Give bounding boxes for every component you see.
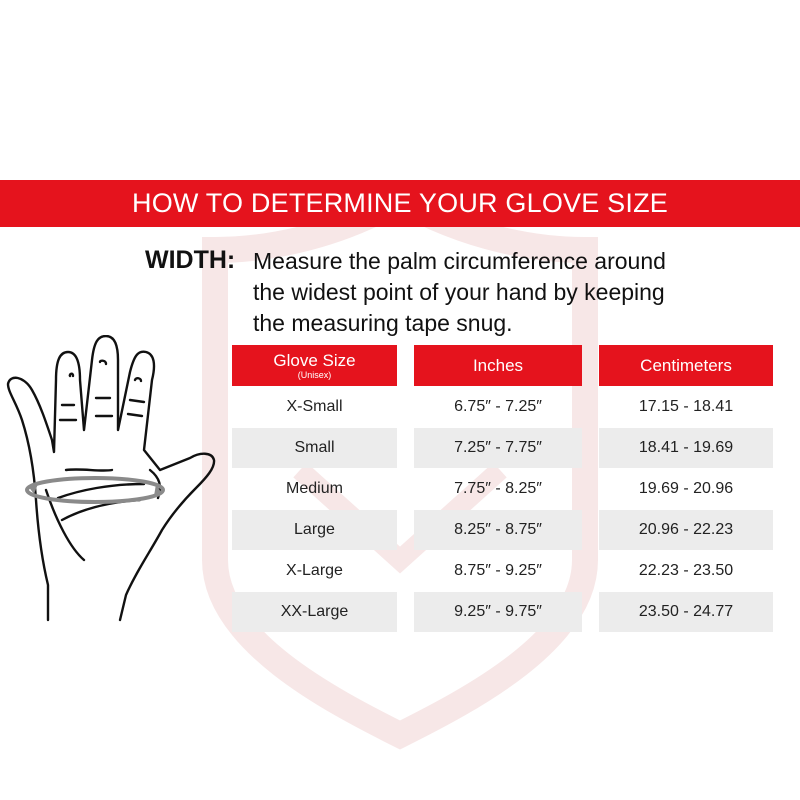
inches-cell: 9.25″ - 9.75″ — [414, 592, 582, 632]
inches-cell: 8.25″ - 8.75″ — [414, 510, 582, 550]
cm-cell: 17.15 - 18.41 — [638, 398, 734, 415]
table-header — [232, 345, 773, 386]
page-title: HOW TO DETERMINE YOUR GLOVE SIZE — [132, 188, 668, 218]
instruction-line: the widest point of your hand by keeping — [253, 279, 665, 305]
table-row — [232, 510, 773, 550]
inches-cell: 6.75″ - 7.25″ — [454, 398, 542, 415]
table-row — [232, 469, 773, 509]
inches-cell: 7.75″ - 8.25″ — [454, 480, 542, 497]
size-cell: X-Large — [286, 562, 343, 579]
size-table — [232, 345, 773, 632]
measuring-tape-arrow-icon — [27, 478, 163, 502]
table-row — [232, 428, 773, 468]
table-row — [232, 551, 773, 591]
hand-outline-illustration — [0, 335, 235, 630]
table-row — [232, 592, 773, 632]
header-inches — [414, 345, 582, 386]
instruction-line: Measure the palm circumference around — [253, 248, 666, 274]
instruction-line: the measuring tape snug. — [253, 310, 513, 336]
header-label: Inches — [472, 355, 524, 375]
header-label: Centimeters — [640, 355, 732, 375]
size-cell: Large — [232, 510, 397, 550]
cm-cell: 23.50 - 24.77 — [599, 592, 773, 632]
page-title-banner — [0, 180, 800, 227]
size-cell: Small — [232, 428, 397, 468]
inches-cell: 8.75″ - 9.25″ — [454, 562, 542, 579]
header-centimeters — [599, 345, 773, 386]
inches-cell: 7.25″ - 7.75″ — [414, 428, 582, 468]
width-label: WIDTH: — [145, 246, 236, 274]
cm-cell: 18.41 - 19.69 — [599, 428, 773, 468]
size-cell: X-Small — [286, 398, 343, 415]
header-label: Glove Size — [273, 350, 356, 370]
table-row — [232, 387, 773, 427]
cm-cell: 20.96 - 22.23 — [599, 510, 773, 550]
size-cell: Medium — [286, 480, 343, 497]
header-glove-size — [232, 345, 397, 386]
cm-cell: 19.69 - 20.96 — [638, 480, 734, 497]
cm-cell: 22.23 - 23.50 — [638, 562, 734, 579]
width-instructions — [253, 246, 693, 339]
header-sub: (Unisex) — [297, 369, 332, 380]
size-cell: XX-Large — [232, 592, 397, 632]
